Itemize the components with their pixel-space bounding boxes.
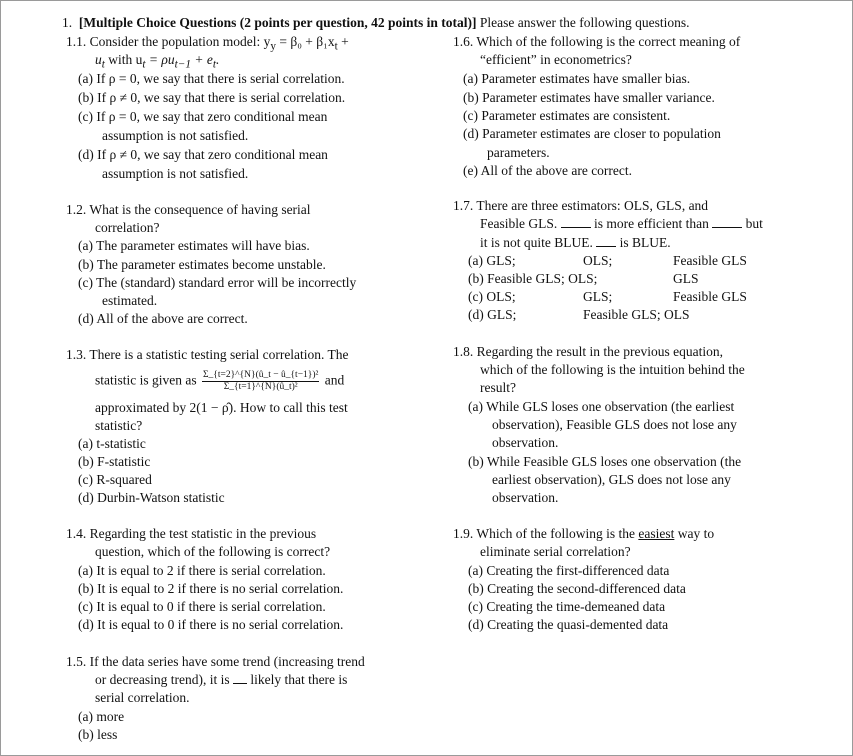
q1-8-option-b-cont2: observation. <box>492 490 559 505</box>
heading-number: 1. <box>62 15 73 30</box>
q1-2-stem-line1: 1.2. What is the consequence of having serial <box>66 202 311 217</box>
heading-title: [Multiple Choice Questions (2 points per question, 42 points in total)] <box>78 15 477 30</box>
q1-5-option-a: (a) more <box>78 709 125 724</box>
q1-4-option-b: (b) It is equal to 2 if there is no serial correlation. <box>78 581 344 596</box>
q1-3-option-a: (a) t-statistic <box>78 436 146 451</box>
q1-8-stem-line3: result? <box>480 380 516 395</box>
durbin-watson-formula <box>202 370 319 393</box>
q1-9-stem-line2: eliminate serial correlation? <box>480 544 631 559</box>
answer-blank <box>233 682 247 684</box>
q1-4-stem-line1: 1.4. Regarding the test statistic in the previous <box>66 526 317 541</box>
q1-3-stem-line2: statistic is given as $\frac{\text{Σ\_\{t=2\}\textasciicircum{}\{N\}(û\_t − û\_\{t−1\})²}}{\text{Σ\_\{t=1\}\textasciicircum{}\{N\}(û\_t)²}}$ and <box>95 370 345 392</box>
q1-1-stem-line2: $u_t$ with $u_t = \rho u_{t-1} + e_t$. <box>95 52 220 71</box>
q1-7-option-b-label: (b) Feasible GLS; OLS; <box>468 271 598 286</box>
q1-2-option-c-cont: estimated. <box>102 293 158 308</box>
q1-4-stem-line2: question, which of the following is correct? <box>95 544 331 559</box>
q1-6-option-b: (b) Parameter estimates have smaller variance. <box>463 90 715 105</box>
q1-7-option-b-right: GLS <box>673 271 699 286</box>
q1-4-option-d: (d) It is equal to 0 if there is no serial correlation. <box>78 617 344 632</box>
q1-5-stem-line2: or decreasing trend), it is likely that there is <box>95 672 348 687</box>
q1-5-stem-line1: 1.5. If the data series have some trend (increasing trend <box>66 654 365 669</box>
q1-2-option-d: (d) All of the above are correct. <box>78 311 248 326</box>
q1-3-option-c: (c) R-squared <box>78 472 152 487</box>
q1-7-option-c-right: Feasible GLS <box>673 289 747 304</box>
q1-6-option-e: (e) All of the above are correct. <box>463 163 633 178</box>
q1-3-stem-line3: approximated by 2(1 − ρ̂). How to call this test <box>95 400 348 415</box>
q1-7-stem-line2: Feasible GLS. is more efficient than but <box>480 216 763 231</box>
q1-1-option-d-cont: assumption is not satisfied. <box>102 166 249 181</box>
section-heading <box>62 14 690 31</box>
q1-9-stem-line1: 1.9. Which of the following is the easiest way to <box>453 526 715 541</box>
q1-8-option-b-cont1: earliest observation), GLS does not lose any <box>492 472 731 487</box>
q1-7-stem-line3: it is not quite BLUE. is BLUE. <box>480 235 671 250</box>
q1-2-option-c: (c) The (standard) standard error will be incorrectly <box>78 275 357 290</box>
q1-9-option-c: (c) Creating the time-demeaned data <box>468 599 666 614</box>
q1-6-option-c: (c) Parameter estimates are consistent. <box>463 108 671 123</box>
q1-7-stem-line1: 1.7. There are three estimators: OLS, GLS, and <box>453 198 709 213</box>
q1-7-option-d-label: (d) GLS; <box>468 307 517 322</box>
emphasis-easiest: easiest <box>638 526 675 541</box>
q1-6-option-d: (d) Parameter estimates are closer to population <box>463 126 721 141</box>
answer-blank <box>561 226 591 228</box>
q1-8-option-a: (a) While GLS loses one observation (the earliest <box>468 399 735 414</box>
q1-8-option-a-cont2: observation. <box>492 435 559 450</box>
q1-3-stem-line1: 1.3. There is a statistic testing serial correlation. The <box>66 347 349 362</box>
q1-6-option-a: (a) Parameter estimates have smaller bias. <box>463 71 691 86</box>
q1-1-option-a: (a) If ρ = 0, we say that there is serial correlation. <box>78 71 345 86</box>
q1-3-option-b: (b) F-statistic <box>78 454 151 469</box>
q1-3-option-d: (d) Durbin-Watson statistic <box>78 490 225 505</box>
q1-1-option-d: (d) If ρ ≠ 0, we say that zero conditional mean <box>78 147 328 162</box>
answer-blank <box>712 226 742 228</box>
q1-8-option-b: (b) While Feasible GLS loses one observation (the <box>468 454 742 469</box>
q1-2-option-a: (a) The parameter estimates will have bias. <box>78 238 310 253</box>
q1-7-option-a-label: (a) GLS; <box>468 253 516 268</box>
q1-2-stem-line2: correlation? <box>95 220 160 235</box>
q1-1-option-c: (c) If ρ = 0, we say that zero conditional mean <box>78 109 328 124</box>
q1-6-stem-line2: “efficient” in econometrics? <box>480 52 632 67</box>
answer-blank <box>596 245 616 247</box>
q1-2-option-b: (b) The parameter estimates become unstable. <box>78 257 326 272</box>
q1-7-option-d-mid: Feasible GLS; OLS <box>583 307 690 322</box>
q1-8-stem-line1: 1.8. Regarding the result in the previous equation, <box>453 344 723 359</box>
q1-1-option-c-cont: assumption is not satisfied. <box>102 128 249 143</box>
q1-8-option-a-cont1: observation), Feasible GLS does not lose any <box>492 417 737 432</box>
q1-1-stem-line1: 1.1. Consider the population model: $y_y = \beta_0 + \beta_1x_t$ + <box>66 34 349 53</box>
q1-7-option-a-mid: OLS; <box>583 253 613 268</box>
q1-1-option-b: (b) If ρ ≠ 0, we say that there is serial correlation. <box>78 90 346 105</box>
q1-3-stem-line4: statistic? <box>95 418 143 433</box>
q1-5-stem-line3: serial correlation. <box>95 690 190 705</box>
q1-6-option-d-cont: parameters. <box>487 145 550 160</box>
q1-9-option-b: (b) Creating the second-differenced data <box>468 581 686 596</box>
heading-instruction: Please answer the following questions. <box>476 15 690 30</box>
q1-4-option-c: (c) It is equal to 0 if there is serial correlation. <box>78 599 326 614</box>
q1-5-option-b: (b) less <box>78 727 118 742</box>
formula-denominator: Σ_{t=1}^{N}(û_t)² <box>223 382 298 392</box>
q1-7-option-c-label: (c) OLS; <box>468 289 516 304</box>
q1-9-option-a: (a) Creating the first-differenced data <box>468 563 670 578</box>
q1-7-option-c-mid: GLS; <box>583 289 613 304</box>
q1-9-option-d: (d) Creating the quasi-demented data <box>468 617 669 632</box>
q1-4-option-a: (a) It is equal to 2 if there is serial correlation. <box>78 563 326 578</box>
q1-6-stem-line1: 1.6. Which of the following is the correct meaning of <box>453 34 741 49</box>
formula-numerator: Σ_{t=2}^{N}(û_t − û_{t−1})² <box>203 370 319 380</box>
q1-7-option-a-right: Feasible GLS <box>673 253 747 268</box>
q1-8-stem-line2: which of the following is the intuition behind the <box>480 362 745 377</box>
